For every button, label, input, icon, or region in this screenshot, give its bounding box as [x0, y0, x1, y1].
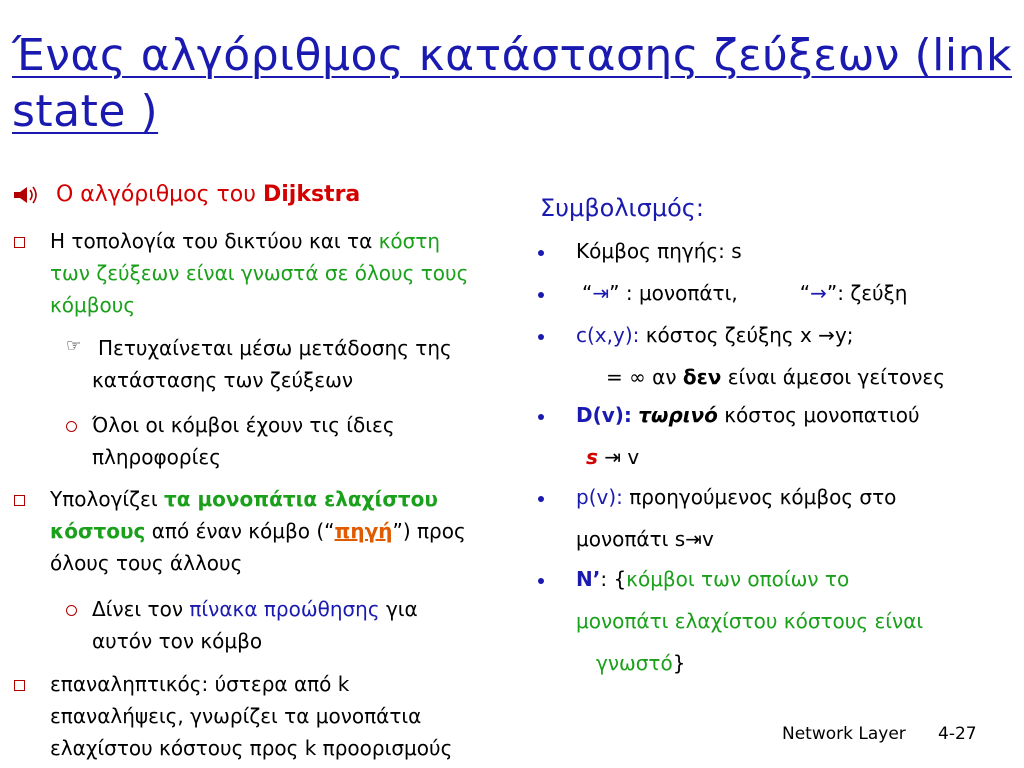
dot-bullet-icon: [538, 334, 544, 340]
dot-bullet-icon: [538, 578, 544, 584]
notation-cost: c(x,y): κόστος ζεύξης x →y;: [576, 323, 854, 347]
sub-allnodes-line1: Όλοι οι κόμβοι έχουν τις ίδιες: [92, 413, 395, 437]
dot-bullet-icon: [538, 292, 544, 298]
notation-heading: Συμβολισμός:: [540, 194, 704, 222]
notation-pv-path: μονοπάτι s⇥v: [576, 527, 714, 551]
sub-broadcast-line1: Πετυχαίνεται μέσω μετάδοσης της: [98, 336, 452, 360]
sub-allnodes-line2: πληροφορίες: [92, 445, 221, 469]
ring-bullet-icon: [66, 421, 77, 432]
ring-bullet-icon: [66, 605, 77, 616]
notation-n-line3: γνωστό}: [596, 651, 686, 675]
bullet-compute-line3: όλους τους άλλους: [50, 551, 243, 575]
bullet-iterative-line1: επαναληπτικός: ύστερα από k: [50, 672, 350, 696]
notation-n-line1: N’: {κόμβοι των οποίων το: [576, 567, 850, 591]
sub-broadcast-line2: κατάστασης των ζεύξεων: [92, 368, 354, 392]
bullet-topology-line1: Η τοπολογία του δικτύου και τα κόστη: [50, 229, 441, 253]
notation-source: Κόμβος πηγής: s: [576, 239, 742, 263]
footer-label: Network Layer: [782, 724, 906, 744]
bullet-compute-line2: κόστους από έναν κόμβο (“πηγή”) προς: [50, 519, 466, 543]
square-bullet-icon: [14, 237, 25, 248]
notation-dv-path: s ⇥ v: [586, 445, 640, 469]
bullet-iterative-line3: ελαχίστου κόστους προς k προορισμούς: [50, 736, 453, 760]
page-number: 4-27: [938, 724, 977, 744]
dot-bullet-icon: [538, 414, 544, 420]
sub-table-line2: αυτόν τον κόμβο: [92, 629, 263, 653]
bullet-topology-line2: των ζεύξεων είναι γνωστά σε όλους τους: [50, 261, 469, 285]
sub-table-line1: Δίνει τον πίνακα προώθησης για: [92, 597, 418, 621]
notation-cost-infinity: = ∞ αν δεν είναι άμεσοι γείτονες: [606, 365, 945, 389]
dot-bullet-icon: [538, 496, 544, 502]
square-bullet-icon: [14, 495, 25, 506]
notation-pv: p(v): προηγούμενος κόμβος στο: [576, 485, 897, 509]
notation-n-line2: μονοπάτι ελαχίστου κόστους είναι: [576, 609, 924, 633]
bullet-compute-line1: Υπολογίζει τα μονοπάτια ελαχίστου: [50, 487, 438, 511]
notation-path-link: “⇥” : μονοπάτι, “→”: ζεύξη: [582, 281, 908, 305]
bullet-topology-line3: κόμβους: [50, 293, 136, 317]
notation-dv: D(v): τωρινό κόστος μονοπατιού: [576, 403, 920, 427]
dot-bullet-icon: [538, 250, 544, 256]
square-bullet-icon: [14, 680, 25, 691]
left-heading: Ο αλγόριθμος του Dijkstra: [56, 182, 361, 207]
slide-title: Ένας αλγόριθμος κατάστασης ζεύξεων (link state ): [12, 30, 1012, 137]
bullet-iterative-line2: επαναλήψεις, γνωρίζει τα μονοπάτια: [50, 704, 422, 728]
pointing-hand-icon: ☞: [66, 336, 82, 356]
speaker-icon: [12, 184, 42, 210]
